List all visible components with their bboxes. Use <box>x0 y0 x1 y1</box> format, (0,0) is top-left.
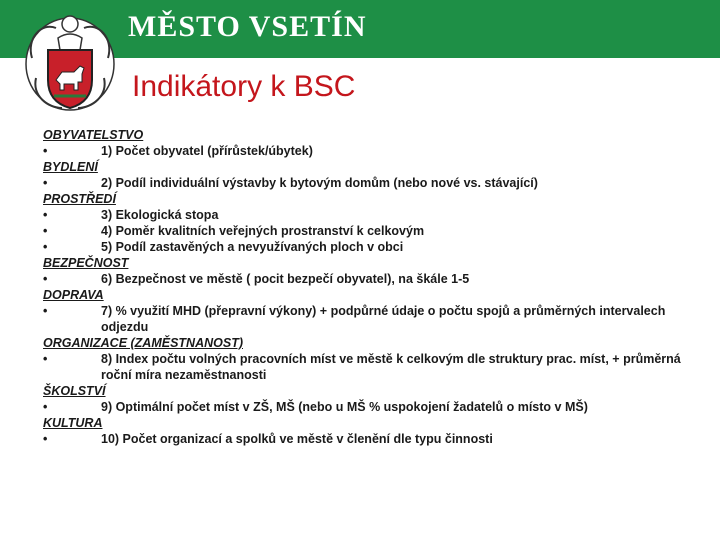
bullet-glyph: • <box>43 240 48 254</box>
city-name: MĚSTO VSETÍN <box>128 10 367 43</box>
item-text: 1) Počet obyvatel (přírůstek/úbytek) <box>101 144 313 158</box>
list-item <box>43 239 713 255</box>
section-heading-skolstvi: ŠKOLSTVÍ <box>43 384 106 398</box>
bullet-glyph: • <box>43 400 48 414</box>
bullet-glyph: • <box>43 304 48 318</box>
list-item <box>43 351 713 383</box>
list-item <box>43 271 713 287</box>
section-heading-kultura: KULTURA <box>43 416 103 430</box>
item-text: 4) Poměr kvalitních veřejných prostranství k celkovým <box>101 224 425 238</box>
section-heading-obyvatelstvo: OBYVATELSTVO <box>43 128 144 142</box>
list-item <box>43 207 713 223</box>
item-text: 7) % využití MHD (přepravní výkony) + podpůrné údaje o počtu spojů a průměrných intervalech odjezdu <box>101 304 666 334</box>
bullet-glyph: • <box>43 352 48 366</box>
item-text: 5) Podíl zastavěných a nevyužívaných ploch v obci <box>101 240 404 254</box>
list-item <box>43 399 713 415</box>
list-item <box>43 431 713 447</box>
list-item <box>43 303 713 335</box>
item-text: 10) Počet organizací a spolků ve městě v členění dle typu činnosti <box>101 432 493 446</box>
section-heading-doprava: DOPRAVA <box>43 288 104 302</box>
item-text: 3) Ekologická stopa <box>101 208 219 222</box>
section-heading-bezpecnost: BEZPEČNOST <box>43 256 129 270</box>
list-item <box>43 143 713 159</box>
indicator-list <box>43 127 713 447</box>
slide-title: Indikátory k BSC <box>132 70 356 103</box>
item-text: 6) Bezpečnost ve městě ( pocit bezpečí obyvatel), na škále 1-5 <box>101 272 470 286</box>
bullet-glyph: • <box>43 224 48 238</box>
item-text: 2) Podíl individuální výstavby k bytovým domům (nebo nové vs. stávající) <box>101 176 538 190</box>
bullet-glyph: • <box>43 176 48 190</box>
item-text: 8) Index počtu volných pracovních míst ve městě k celkovým dle struktury prac. míst, + průměrná roční míra nezaměstnanosti <box>101 352 681 382</box>
item-text: 9) Optimální počet míst v ZŠ, MŠ (nebo u MŠ % uspokojení žadatelů o místo v MŠ) <box>101 400 588 414</box>
section-heading-organizace: ORGANIZACE (ZAMĚSTNANOST) <box>43 336 243 350</box>
bullet-glyph: • <box>43 208 48 222</box>
bullet-glyph: • <box>43 432 48 446</box>
bullet-glyph: • <box>43 144 48 158</box>
list-item <box>43 223 713 239</box>
section-heading-bydleni: BYDLENÍ <box>43 160 98 174</box>
coat-of-arms-logo <box>22 8 118 116</box>
section-heading-prostredi: PROSTŘEDÍ <box>43 192 116 206</box>
list-item <box>43 175 713 191</box>
bullet-glyph: • <box>43 272 48 286</box>
